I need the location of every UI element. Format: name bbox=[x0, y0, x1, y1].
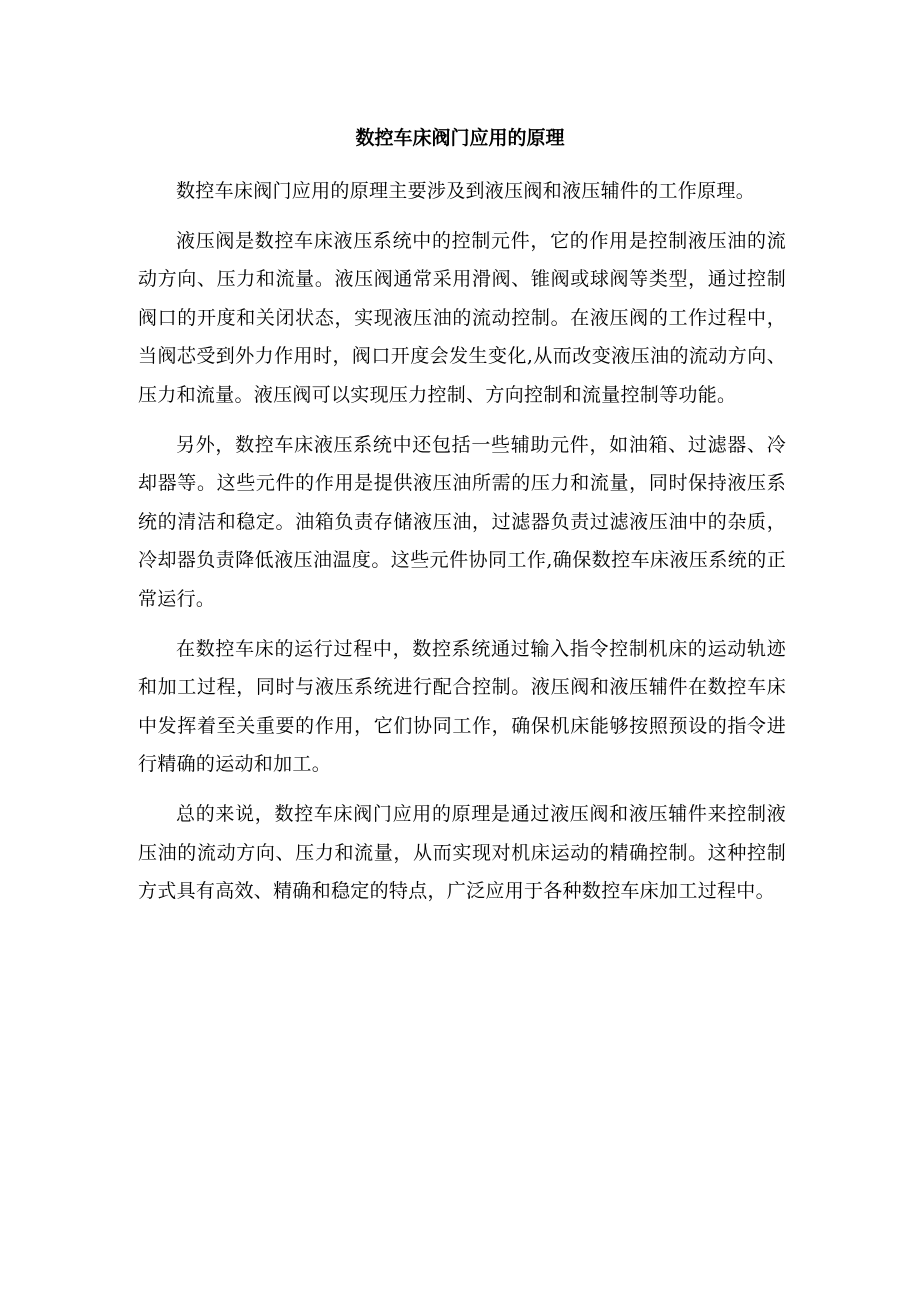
paragraph-summary: 总的来说，数控车床阀门应用的原理是通过液压阀和液压辅件来控制液压油的流动方向、压力和流量，从而实现对机床运动的精确控制。这种控制方式具有高效、精确和稳定的特点，广泛应用于各种数控车床加工过程中。 bbox=[138, 802, 786, 903]
paragraph-hydraulic-valve: 液压阀是数控车床液压系统中的控制元件，它的作用是控制液压油的流动方向、压力和流量。液压阀通常采用滑阀、锥阀或球阀等类型，通过控制阀口的开度和关闭状态，实现液压油的流动控制。在液压阀的工作过程中，当阀芯受到外力作用时，阀口开度会发生变化,从而改变液压油的流动方向、压力和流量。液压阀可以实现压力控制、方向控制和流量控制等功能。 bbox=[138, 229, 786, 406]
document-title: 数控车床阀门应用的原理 bbox=[355, 127, 565, 149]
paragraph-intro: 数控车床阀门应用的原理主要涉及到液压阀和液压辅件的工作原理。 bbox=[176, 180, 756, 202]
paragraph-auxiliary-components: 另外，数控车床液压系统中还包括一些辅助元件，如油箱、过滤器、冷却器等。这些元件的作用是提供液压油所需的压力和流量，同时保持液压系统的清洁和稳定。油箱负责存储液压油，过滤器负责过滤液压油中的杂质，冷却器负责降低液压油温度。这些元件协同工作,确保数控车床液压系统的正常运行。 bbox=[138, 433, 786, 610]
document-body bbox=[138, 172, 786, 922]
paragraph-operation: 在数控车床的运行过程中，数控系统通过输入指令控制机床的运动轨迹和加工过程，同时与液压系统进行配合控制。液压阀和液压辅件在数控车床中发挥着至关重要的作用，它们协同工作，确保机床能够按照预设的指令进行精确的运动和加工。 bbox=[138, 637, 786, 776]
